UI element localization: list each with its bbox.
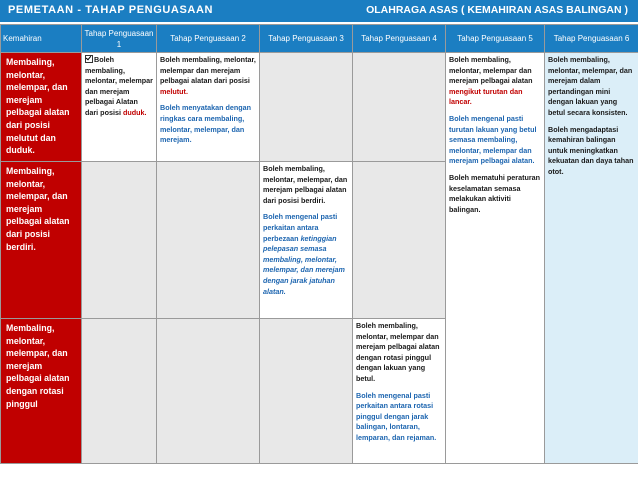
column-header: Tahap Penguasaan 3 bbox=[260, 25, 353, 53]
column-header: Tahap Penguasaan 5 bbox=[446, 25, 545, 53]
tp4-cell bbox=[353, 162, 446, 319]
note-text: Boleh mengenal pasti turutan lakuan yang betul semasa membaling, melontar, melempar dan merejam pelbagai alatan. bbox=[449, 113, 537, 166]
checkbox-icon bbox=[85, 55, 93, 63]
extra-text: Boleh mengadaptasi kemahiran balingan untuk meningkatkan kekuatan dan daya tahan otot. bbox=[548, 124, 634, 176]
tp5-cell: Boleh membaling, melontar, melempar dan merejam pelbagai alatan mengikut turutan dan lancar. Boleh mengenal pasti turutan lakuan yang betul semasa membaling, melontar, melempar dan merejam pelbagai alatan. Boleh mematuhi peraturan keselamatan semasa melakukan aktiviti balingan. bbox=[446, 53, 545, 464]
mapping-table bbox=[0, 24, 638, 464]
skill-cell: Membaling, melontar, melempar, dan merejam pelbagai alatan dari posisi melutut dan duduk. bbox=[1, 53, 82, 162]
column-header: Tahap Penguasaan 2 bbox=[157, 25, 260, 53]
tp3-cell bbox=[260, 53, 353, 162]
highlight-text: duduk. bbox=[122, 107, 147, 117]
tp3-cell: Boleh membaling, melontar, melempar, dan merejam pelbagai alatan dari posisi berdiri. Boleh mengenal pasti perkaitan antara perbezaan ketinggian pelepasan semasa membaling, melontar, melempar, dan merejam dengan jarak jatuhan alatan. bbox=[260, 162, 353, 319]
column-header: Tahap Penguasaan 6 bbox=[545, 25, 638, 53]
tp2-cell bbox=[157, 162, 260, 319]
table-header-row bbox=[1, 25, 638, 53]
extra-text: Boleh mematuhi peraturan keselamatan semasa melakukan aktiviti balingan. bbox=[449, 172, 541, 214]
tp4-cell bbox=[353, 53, 446, 162]
note-text: Boleh mengenal pasti perkaitan antara rotasi pinggul dengan jarak balingan, lontaran, lemparan, dan rejaman. bbox=[356, 390, 437, 442]
tp1-cell: Boleh membaling, melontar, melempar dan merejam pelbagai Alatan dari posisi duduk. bbox=[82, 53, 157, 162]
tp1-cell bbox=[82, 319, 157, 464]
tp6-cell: Boleh membaling, melontar, melempar, dan merejam dalam pertandingan mini dengan lakuan yang betul secara konsisten. Boleh mengadaptasi kemahiran balingan untuk meningkatkan kekuatan dan daya tahan otot. bbox=[545, 53, 638, 464]
column-header: Tahap Penguasaan 1 bbox=[82, 25, 157, 53]
skill-cell: Membaling, melontar, melempar, dan merejam pelbagai alatan dari posisi berdiri. bbox=[1, 162, 82, 319]
highlight-text: melutut. bbox=[160, 86, 188, 96]
table-row bbox=[1, 53, 638, 162]
page-title: PEMETAAN - TAHAP PENGUASAAN bbox=[8, 4, 214, 16]
column-header: Kemahiran bbox=[1, 25, 82, 53]
note-text: Boleh menyatakan dengan ringkas cara membaling, melontar, melempar, dan merejam. bbox=[160, 103, 252, 145]
tp2-cell: Boleh membaling, melontar, melempar dan merejam pelbagai alatan dari posisi melutut. Boleh menyatakan dengan ringkas cara membaling, melontar, melempar, dan merejam. bbox=[157, 53, 260, 162]
skill-cell: Membaling, melontar, melempar, dan merejam pelbagai alatan dengan rotasi pinggul bbox=[1, 319, 82, 464]
tp1-cell bbox=[82, 162, 157, 319]
tp4-cell: Boleh membaling, melontar, melempar dan merejam pelbagai alatan dengan rotasi pinggul dengan lakuan yang betul. Boleh mengenal pasti perkaitan antara rotasi pinggul dengan jarak balingan, lontaran, lemparan, dan rejaman. bbox=[353, 319, 446, 464]
title-bar bbox=[0, 0, 638, 22]
subject-title: OLAHRAGA ASAS ( KEMAHIRAN ASAS BALINGAN ) bbox=[366, 4, 628, 16]
tp3-cell bbox=[260, 319, 353, 464]
column-header: Tahap Penguasaan 4 bbox=[353, 25, 446, 53]
tp2-cell bbox=[157, 319, 260, 464]
highlight-text: mengikut turutan dan lancar. bbox=[449, 86, 523, 107]
